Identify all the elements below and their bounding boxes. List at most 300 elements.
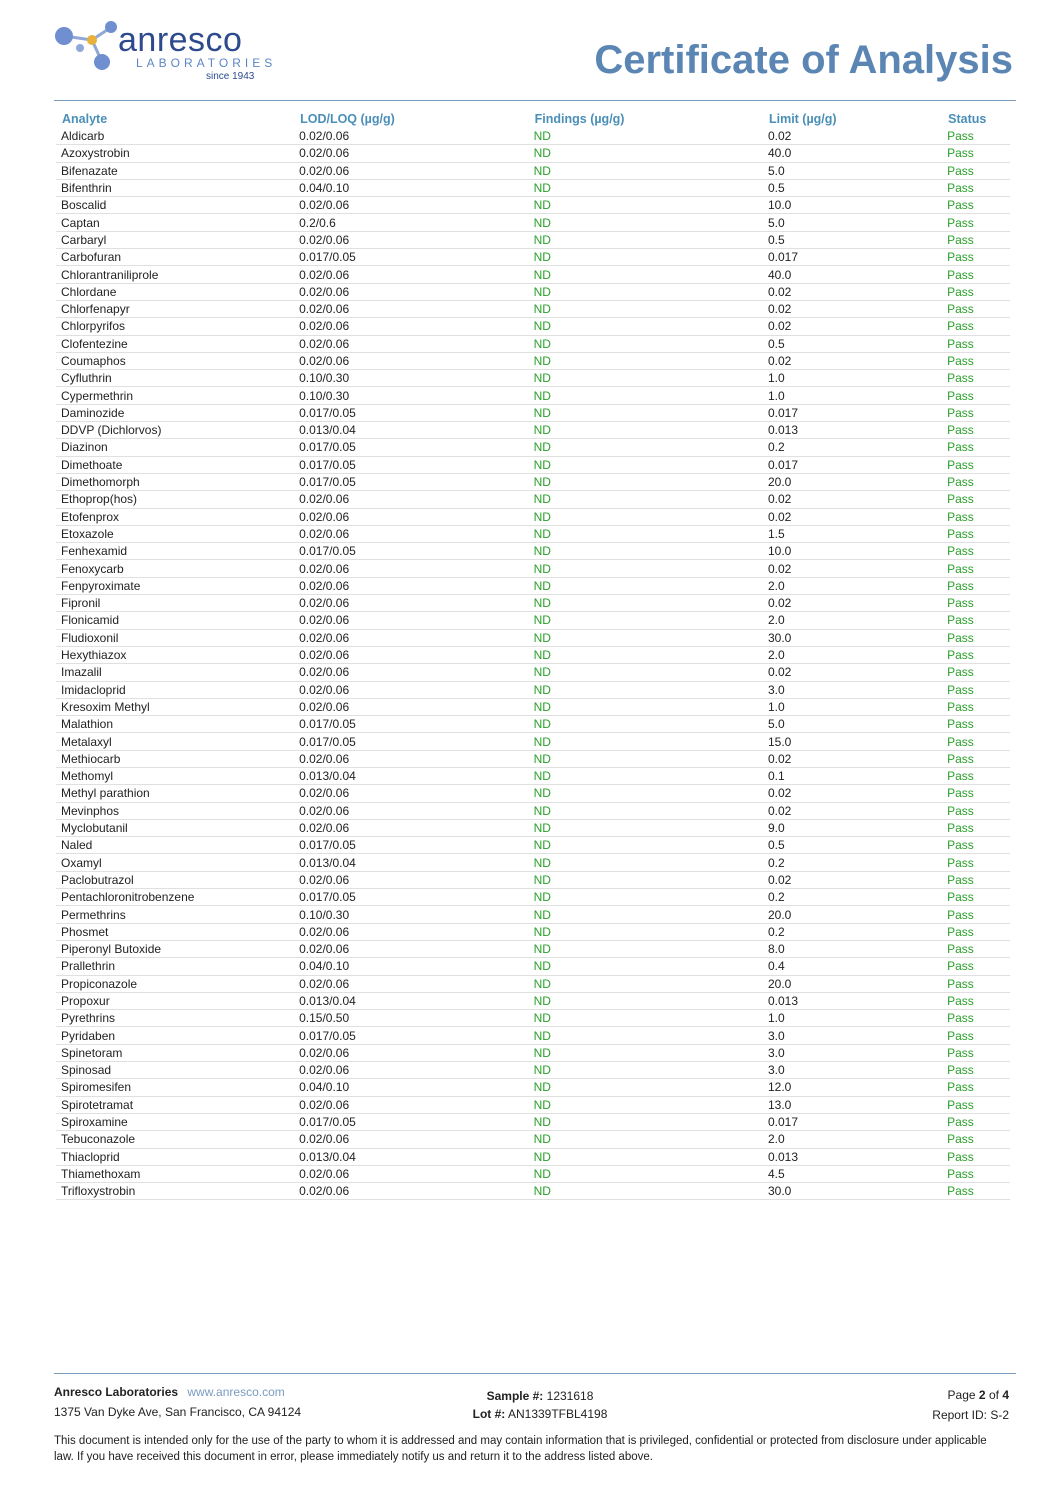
table-row [56,508,1010,525]
analyte-cell: Pentachloronitrobenzene [56,889,294,906]
status-cell: Pass [942,1027,1010,1044]
limit-cell: 0.02 [763,802,942,819]
table-row [56,1113,1010,1130]
lod-loq-cell: 0.02/0.06 [294,1165,529,1182]
findings-cell: ND [529,733,763,750]
table-row [56,560,1010,577]
table-row [56,387,1010,404]
status-cell: Pass [942,940,1010,957]
analyte-cell: Mevinphos [56,802,294,819]
limit-cell: 0.013 [763,992,942,1009]
status-cell: Pass [942,1010,1010,1027]
findings-cell: ND [529,1079,763,1096]
limit-cell: 13.0 [763,1096,942,1113]
status-cell: Pass [942,750,1010,767]
lod-loq-cell: 0.04/0.10 [294,1079,529,1096]
lod-loq-cell: 0.02/0.06 [294,698,529,715]
lod-loq-cell: 0.017/0.05 [294,456,529,473]
findings-cell: ND [529,560,763,577]
limit-cell: 0.02 [763,664,942,681]
limit-cell: 1.0 [763,370,942,387]
table-row [56,854,1010,871]
limit-cell: 1.5 [763,525,942,542]
limit-cell: 0.013 [763,1148,942,1165]
status-cell: Pass [942,1062,1010,1079]
analyte-cell: Boscalid [56,197,294,214]
analyte-cell: Cyfluthrin [56,370,294,387]
footer-lab-info [54,1385,285,1399]
analyte-cell: Dimethoate [56,456,294,473]
limit-cell: 20.0 [763,975,942,992]
lod-loq-cell: 0.02/0.06 [294,491,529,508]
lod-loq-cell: 0.017/0.05 [294,716,529,733]
table-row [56,940,1010,957]
status-cell: Pass [942,646,1010,663]
lod-loq-cell: 0.02/0.06 [294,162,529,179]
analyte-cell: Chlorpyrifos [56,318,294,335]
status-cell: Pass [942,249,1010,266]
lod-loq-cell: 0.02/0.06 [294,577,529,594]
lod-loq-cell: 0.02/0.06 [294,1183,529,1200]
lod-loq-cell: 0.02/0.06 [294,664,529,681]
findings-cell: ND [529,370,763,387]
lod-loq-cell: 0.017/0.05 [294,249,529,266]
table-row [56,958,1010,975]
page-title: Certificate of Analysis [594,38,1013,82]
findings-cell: ND [529,940,763,957]
analyte-cell: Paclobutrazol [56,871,294,888]
analyte-cell: Pyridaben [56,1027,294,1044]
lod-loq-cell: 0.017/0.05 [294,404,529,421]
status-cell: Pass [942,266,1010,283]
analyte-cell: Methyl parathion [56,785,294,802]
findings-cell: ND [529,456,763,473]
analyte-cell: Aldicarb [56,128,294,145]
status-cell: Pass [942,819,1010,836]
table-row [56,335,1010,352]
analyte-cell: Trifloxystrobin [56,1183,294,1200]
analyte-cell: Spinetoram [56,1044,294,1061]
table-row [56,577,1010,594]
analyte-cell: Imidacloprid [56,681,294,698]
findings-cell: ND [529,508,763,525]
status-cell: Pass [942,767,1010,784]
findings-cell: ND [529,1062,763,1079]
analyte-cell: Prallethrin [56,958,294,975]
lod-loq-cell: 0.02/0.06 [294,1062,529,1079]
limit-cell: 0.5 [763,231,942,248]
table-row [56,837,1010,854]
limit-cell: 0.5 [763,335,942,352]
limit-cell: 3.0 [763,1027,942,1044]
analyte-cell: Fipronil [56,595,294,612]
status-cell: Pass [942,231,1010,248]
status-cell: Pass [942,1131,1010,1148]
status-cell: Pass [942,802,1010,819]
header-divider [54,100,1016,101]
analyte-cell: Spinosad [56,1062,294,1079]
findings-cell: ND [529,716,763,733]
findings-cell: ND [529,1027,763,1044]
limit-cell: 0.2 [763,923,942,940]
findings-cell: ND [529,283,763,300]
lod-loq-cell: 0.02/0.06 [294,871,529,888]
table-row [56,681,1010,698]
analyte-cell: Spiroxamine [56,1113,294,1130]
table-row [56,716,1010,733]
findings-cell: ND [529,629,763,646]
lod-loq-cell: 0.02/0.06 [294,1044,529,1061]
findings-cell: ND [529,1113,763,1130]
table-row [56,404,1010,421]
table-row [56,456,1010,473]
limit-cell: 0.02 [763,785,942,802]
limit-cell: 20.0 [763,906,942,923]
status-cell: Pass [942,854,1010,871]
analyte-cell: Diazinon [56,439,294,456]
logo-wordmark: anresco [118,21,243,59]
limit-cell: 0.4 [763,958,942,975]
limit-cell: 0.017 [763,456,942,473]
status-cell: Pass [942,404,1010,421]
lod-loq-cell: 0.10/0.30 [294,370,529,387]
lod-loq-cell: 0.2/0.6 [294,214,529,231]
analyte-cell: Phosmet [56,923,294,940]
column-header-lod-loq: LOD/LOQ (µg/g) [300,111,395,126]
lod-loq-cell: 0.02/0.06 [294,283,529,300]
status-cell: Pass [942,491,1010,508]
status-cell: Pass [942,958,1010,975]
table-row [56,629,1010,646]
table-row [56,767,1010,784]
lod-loq-cell: 0.02/0.06 [294,802,529,819]
findings-cell: ND [529,197,763,214]
sample-label: Sample #: [486,1389,544,1403]
findings-cell: ND [529,543,763,560]
table-row [56,889,1010,906]
table-row [56,664,1010,681]
findings-cell: ND [529,249,763,266]
lod-loq-cell: 0.02/0.06 [294,819,529,836]
limit-cell: 30.0 [763,1183,942,1200]
status-cell: Pass [942,992,1010,1009]
limit-cell: 5.0 [763,162,942,179]
status-cell: Pass [942,422,1010,439]
analyte-cell: Flonicamid [56,612,294,629]
limit-cell: 5.0 [763,214,942,231]
status-cell: Pass [942,352,1010,369]
analyte-cell: Daminozide [56,404,294,421]
table-row [56,698,1010,715]
lod-loq-cell: 0.013/0.04 [294,992,529,1009]
status-cell: Pass [942,612,1010,629]
limit-cell: 3.0 [763,681,942,698]
analyte-cell: Tebuconazole [56,1131,294,1148]
lod-loq-cell: 0.02/0.06 [294,231,529,248]
findings-cell: ND [529,889,763,906]
limit-cell: 0.02 [763,318,942,335]
analyte-cell: Captan [56,214,294,231]
analyte-cell: Naled [56,837,294,854]
table-row [56,1062,1010,1079]
findings-cell: ND [529,525,763,542]
analyte-cell: Kresoxim Methyl [56,698,294,715]
limit-cell: 0.2 [763,854,942,871]
limit-cell: 0.5 [763,179,942,196]
table-row [56,162,1010,179]
table-row [56,785,1010,802]
lab-address: 1375 Van Dyke Ave, San Francisco, CA 94124 [54,1405,302,1419]
lod-loq-cell: 0.10/0.30 [294,906,529,923]
analyte-cell: Imazalil [56,664,294,681]
lod-loq-cell: 0.02/0.06 [294,128,529,145]
limit-cell: 2.0 [763,612,942,629]
lod-loq-cell: 0.02/0.06 [294,923,529,940]
molecule-logo-icon [54,18,124,78]
limit-cell: 0.5 [763,837,942,854]
table-row [56,1165,1010,1182]
findings-cell: ND [529,335,763,352]
analyte-cell: Propiconazole [56,975,294,992]
lod-loq-cell: 0.013/0.04 [294,422,529,439]
status-cell: Pass [942,837,1010,854]
limit-cell: 0.02 [763,750,942,767]
limit-cell: 0.02 [763,560,942,577]
table-row [56,1148,1010,1165]
limit-cell: 0.02 [763,491,942,508]
findings-cell: ND [529,837,763,854]
findings-cell: ND [529,1165,763,1182]
limit-cell: 3.0 [763,1062,942,1079]
lod-loq-cell: 0.02/0.06 [294,352,529,369]
status-cell: Pass [942,1183,1010,1200]
column-header-limit: Limit (µg/g) [768,111,837,126]
findings-cell: ND [529,681,763,698]
findings-cell: ND [529,595,763,612]
findings-cell: ND [529,612,763,629]
status-cell: Pass [942,473,1010,490]
table-row [56,1079,1010,1096]
lod-loq-cell: 0.02/0.06 [294,785,529,802]
status-cell: Pass [942,716,1010,733]
analyte-cell: Ethoprop(hos) [56,491,294,508]
website-link[interactable]: www.anresco.com [187,1385,285,1399]
lod-loq-cell: 0.017/0.05 [294,1113,529,1130]
analyte-cell: Carbofuran [56,249,294,266]
findings-cell: ND [529,473,763,490]
findings-cell: ND [529,179,763,196]
status-cell: Pass [942,1079,1010,1096]
analyte-cell: Oxamyl [56,854,294,871]
lod-loq-cell: 0.02/0.06 [294,681,529,698]
analyte-cell: Fenoxycarb [56,560,294,577]
table-row [56,802,1010,819]
logo-since: since 1943 [206,71,255,82]
lod-loq-cell: 0.02/0.06 [294,318,529,335]
lod-loq-cell: 0.02/0.06 [294,266,529,283]
lod-loq-cell: 0.10/0.30 [294,387,529,404]
lod-loq-cell: 0.017/0.05 [294,473,529,490]
limit-cell: 2.0 [763,646,942,663]
analyte-cell: DDVP (Dichlorvos) [56,422,294,439]
findings-cell: ND [529,923,763,940]
status-cell: Pass [942,733,1010,750]
findings-cell: ND [529,854,763,871]
findings-cell: ND [529,906,763,923]
findings-cell: ND [529,318,763,335]
report-id: Report ID: S-2 [932,1408,1009,1422]
table-row [56,525,1010,542]
findings-cell: ND [529,1096,763,1113]
limit-cell: 0.02 [763,352,942,369]
analyte-cell: Piperonyl Butoxide [56,940,294,957]
analyte-cell: Fenhexamid [56,543,294,560]
analyte-cell: Spirotetramat [56,1096,294,1113]
table-row [56,975,1010,992]
findings-cell: ND [529,802,763,819]
status-cell: Pass [942,283,1010,300]
findings-cell: ND [529,404,763,421]
findings-cell: ND [529,1131,763,1148]
table-row [56,906,1010,923]
status-cell: Pass [942,162,1010,179]
analyte-cell: Coumaphos [56,352,294,369]
table-row [56,1044,1010,1061]
lab-name: Anresco Laboratories [54,1385,179,1399]
findings-cell: ND [529,145,763,162]
table-header-row [56,109,1010,128]
table-row [56,1096,1010,1113]
table-row [56,370,1010,387]
status-cell: Pass [942,1096,1010,1113]
findings-cell: ND [529,664,763,681]
table-row [56,543,1010,560]
column-header-status: Status [948,111,987,126]
lod-loq-cell: 0.04/0.10 [294,958,529,975]
status-cell: Pass [942,889,1010,906]
findings-cell: ND [529,577,763,594]
status-cell: Pass [942,698,1010,715]
findings-cell: ND [529,1044,763,1061]
status-cell: Pass [942,923,1010,940]
analyte-cell: Methiocarb [56,750,294,767]
limit-cell: 0.02 [763,283,942,300]
analyte-cell: Dimethomorph [56,473,294,490]
limit-cell: 2.0 [763,577,942,594]
status-cell: Pass [942,1113,1010,1130]
table-row [56,249,1010,266]
table-row [56,1027,1010,1044]
analyte-cell: Metalaxyl [56,733,294,750]
status-cell: Pass [942,1044,1010,1061]
limit-cell: 0.013 [763,422,942,439]
findings-cell: ND [529,1010,763,1027]
analyte-cell: Thiamethoxam [56,1165,294,1182]
limit-cell: 0.02 [763,128,942,145]
lod-loq-cell: 0.02/0.06 [294,335,529,352]
analyte-cell: Etofenprox [56,508,294,525]
table-row [56,352,1010,369]
table-row [56,179,1010,196]
status-cell: Pass [942,577,1010,594]
limit-cell: 1.0 [763,698,942,715]
analyte-cell: Malathion [56,716,294,733]
lod-loq-cell: 0.017/0.05 [294,889,529,906]
column-header-findings: Findings (µg/g) [534,111,625,126]
lod-loq-cell: 0.017/0.05 [294,733,529,750]
limit-cell: 0.02 [763,300,942,317]
lod-loq-cell: 0.013/0.04 [294,854,529,871]
limit-cell: 15.0 [763,733,942,750]
status-cell: Pass [942,439,1010,456]
status-cell: Pass [942,179,1010,196]
status-cell: Pass [942,300,1010,317]
table-row [56,923,1010,940]
lod-loq-cell: 0.02/0.06 [294,940,529,957]
lod-loq-cell: 0.02/0.06 [294,525,529,542]
lod-loq-cell: 0.15/0.50 [294,1010,529,1027]
findings-cell: ND [529,439,763,456]
analyte-cell: Bifenthrin [56,179,294,196]
findings-cell: ND [529,128,763,145]
lod-loq-cell: 0.017/0.05 [294,1027,529,1044]
lod-loq-cell: 0.02/0.06 [294,1096,529,1113]
limit-cell: 2.0 [763,1131,942,1148]
findings-cell: ND [529,958,763,975]
lod-loq-cell: 0.02/0.06 [294,1131,529,1148]
analyte-cell: Cypermethrin [56,387,294,404]
table-row [56,266,1010,283]
limit-cell: 30.0 [763,629,942,646]
lod-loq-cell: 0.02/0.06 [294,560,529,577]
status-cell: Pass [942,664,1010,681]
lod-loq-cell: 0.02/0.06 [294,646,529,663]
lod-loq-cell: 0.02/0.06 [294,750,529,767]
limit-cell: 40.0 [763,145,942,162]
analyte-cell: Chlordane [56,283,294,300]
table-row [56,992,1010,1009]
status-cell: Pass [942,197,1010,214]
table-row [56,1010,1010,1027]
analyte-cell: Etoxazole [56,525,294,542]
lod-loq-cell: 0.02/0.06 [294,612,529,629]
limit-cell: 40.0 [763,266,942,283]
analyte-cell: Chlorfenapyr [56,300,294,317]
table-row [56,283,1010,300]
analyte-cell: Azoxystrobin [56,145,294,162]
findings-cell: ND [529,871,763,888]
column-header-analyte: Analyte [62,111,108,126]
findings-cell: ND [529,698,763,715]
findings-cell: ND [529,975,763,992]
findings-cell: ND [529,422,763,439]
table-row [56,819,1010,836]
status-cell: Pass [942,906,1010,923]
disclaimer-text: This document is intended only for the use of the party to whom it is addressed and may contain information that is privileged, confidential or protected from disclosure under applicable law. If you have received this document in error, please immediately notify us and return it to the address listed above. [54,1435,987,1463]
table-row [56,1183,1010,1200]
lod-loq-cell: 0.02/0.06 [294,145,529,162]
sample-info [440,1387,640,1423]
analyte-cell: Thiacloprid [56,1148,294,1165]
pesticide-results-table [56,109,1010,1200]
limit-cell: 0.2 [763,439,942,456]
status-cell: Pass [942,387,1010,404]
page-info [932,1385,1009,1425]
table-row [56,439,1010,456]
analyte-cell: Hexythiazox [56,646,294,663]
table-row [56,646,1010,663]
limit-cell: 9.0 [763,819,942,836]
